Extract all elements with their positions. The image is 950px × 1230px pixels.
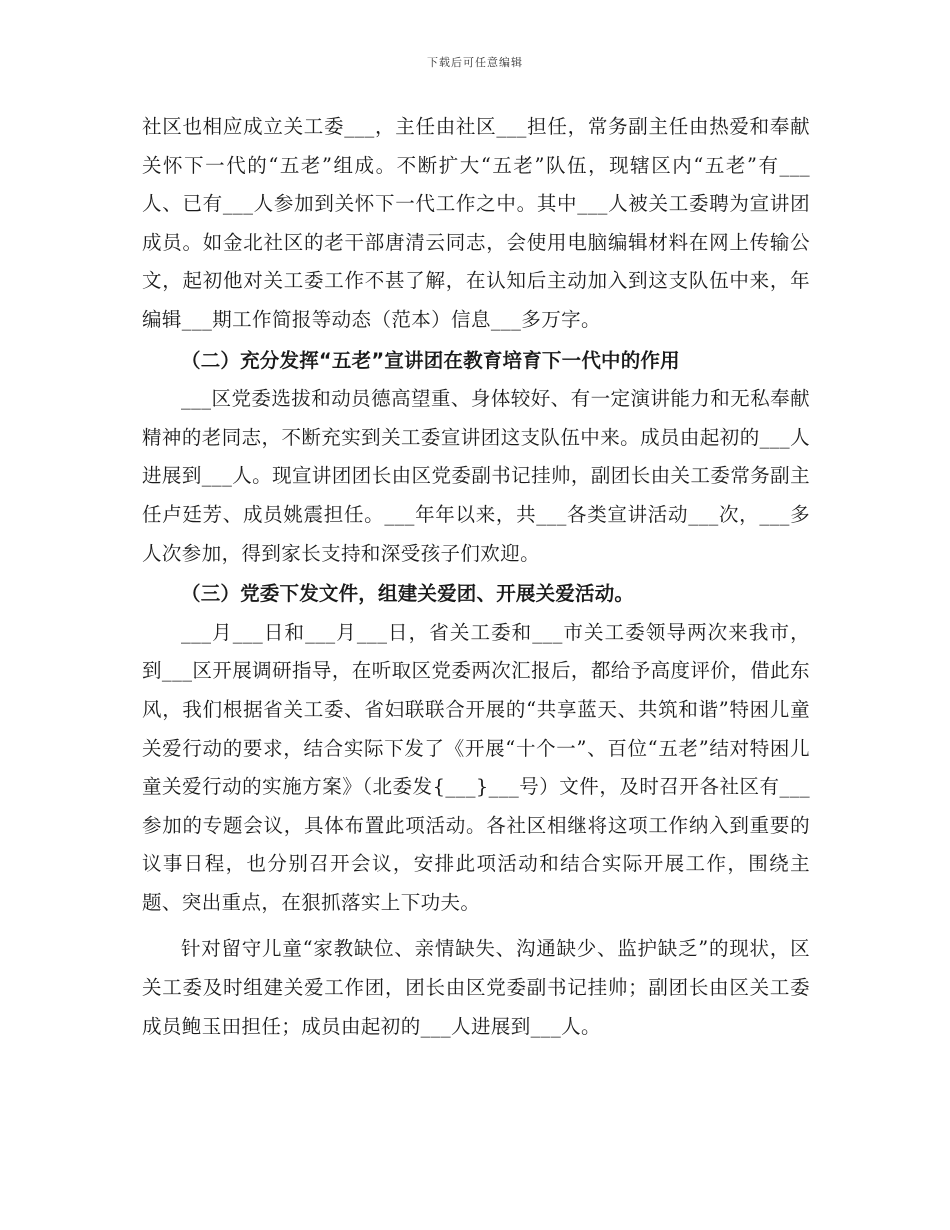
body-paragraph: 针对留守儿童“家教缺位、亲情缺失、沟通缺少、监护缺乏”的现状，区关工委及时组建关爱工作团，团长由区党委副书记挂帅；副团长由区关工委成员鲍玉田担任；成员由起初的___人进展到___人。 [142, 937, 810, 1038]
page-header: 下载后可任意编辑 [427, 56, 523, 69]
document-body [142, 108, 810, 1046]
section-heading: （二）充分发挥“五老”宣讲团在教育培育下一代中的作用 [181, 348, 680, 372]
body-paragraph: ___区党委选拔和动员德高望重、身体较好、有一定演讲能力和无私奉献精神的老同志，不断充实到关工委宣讲团这支队伍中来。成员由起初的___人进展到___人。现宣讲团团长由区党委副书记挂帅，副团长由关工委常务副主任卢廷芳、成员姚震担任。___年年以来，共___各类宣讲活动___次，___多人次参加，得到家长支持和深受孩子们欢迎。 [142, 387, 810, 565]
section-heading: （三）党委下发文件，组建关爱团、开展关爱活动。 [181, 582, 635, 606]
body-paragraph: ___月___日和___月___日，省关工委和___市关工委领导两次来我市，到___区开展调研指导，在听取区党委两次汇报后，都给予高度评价，借此东风，我们根据省关工委、省妇联联合开展的“共享蓝天、共筑和谐”特困儿童关爱行动的要求，结合实际下发了《开展“十个一”、百位“五老”结对特困儿童关爱行动的实施方案》（北委发{___}___号）文件，及时召开各社区有___参加的专题会议，具体布置此项活动。各社区相继将这项工作纳入到重要的议事日程，也分别召开会议，安排此项活动和结合实际开展工作，围绕主题、突出重点，在狠抓落实上下功夫。 [142, 620, 810, 914]
body-paragraph: 社区也相应成立关工委___，主任由社区___担任，常务副主任由热爱和奉献关怀下一代的“五老”组成。不断扩大“五老”队伍，现辖区内“五老”有___人、已有___人参加到关怀下一代工作之中。其中___人被关工委聘为宣讲团成员。如金北社区的老干部唐清云同志，会使用电脑编辑材料在网上传输公文，起初他对关工委工作不甚了解，在认知后主动加入到这支队伍中来，年编辑___期工作简报等动态（范本）信息___多万字。 [142, 115, 810, 331]
